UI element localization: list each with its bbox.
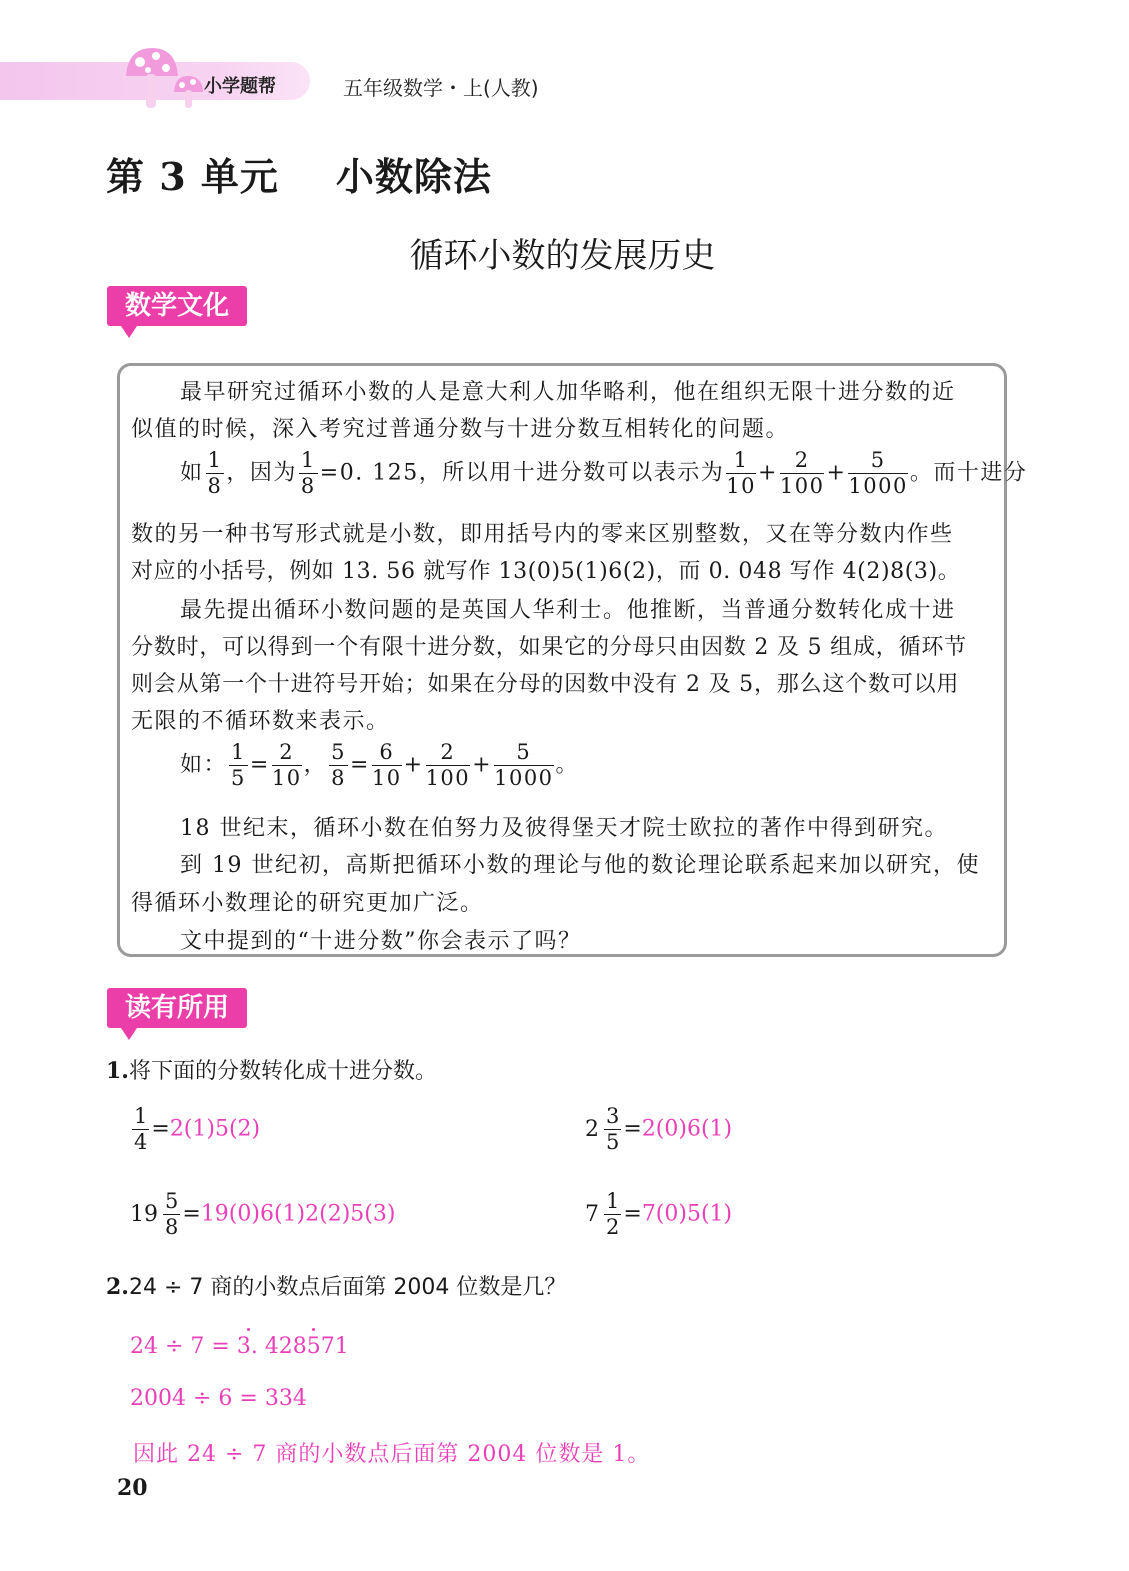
numerator: 1 <box>207 448 223 472</box>
question-1 <box>106 1054 437 1085</box>
culture-p1-line2: 似值的时候，深入考究过普通分数与十进分数互相转化的问题。 <box>131 417 790 442</box>
section-tag-application: 读有所用 <box>107 988 247 1028</box>
integer-part: 7 <box>585 1202 599 1227</box>
denominator: 10 <box>726 474 756 498</box>
numerator: 2 <box>272 742 302 766</box>
q1-item-1 <box>130 1106 260 1153</box>
equals-sign: = <box>623 1201 642 1227</box>
fraction-5-1000 <box>494 742 553 789</box>
numerator: 2 <box>426 742 471 766</box>
culture-p3-line3: 则会从第一个十进符号开始；如果在分母的因数中没有 2 及 5，那么这个数可以用 <box>131 672 960 697</box>
fraction <box>604 1191 621 1238</box>
fraction <box>132 1106 149 1153</box>
culture-p4-line <box>180 742 579 789</box>
fraction <box>163 1191 180 1238</box>
culture-p2-line1 <box>180 450 1027 497</box>
culture-p6-line1: 到 19 世纪初，高斯把循环小数的理论与他的数论理论联系起来加以研究，使 <box>180 853 980 878</box>
equals-sign: = <box>249 752 270 778</box>
denominator: 4 <box>134 1130 148 1154</box>
fraction-1-8 <box>206 450 225 497</box>
text: 。 <box>555 752 580 778</box>
question-2 <box>106 1270 566 1301</box>
numerator: 1 <box>134 1104 148 1128</box>
text: 如 <box>180 460 204 486</box>
integer-part: 2 <box>585 1117 599 1142</box>
denominator: 10 <box>271 766 302 790</box>
repeat-dot-start <box>247 1328 250 1331</box>
fraction-5-1000 <box>848 450 907 497</box>
denominator: 100 <box>425 766 471 790</box>
mushroom-icon <box>118 42 210 112</box>
fraction <box>604 1106 621 1153</box>
article-title-text: 循环小数的发展历史 <box>409 236 716 276</box>
answer: 7(0)5(1) <box>641 1201 733 1227</box>
q2-answer-line2: 2004 ÷ 6 = 334 <box>130 1386 307 1411</box>
culture-p1-line1: 最早研究过循环小数的人是意大利人加华略利，他在组织无限十进分数的近 <box>180 380 956 405</box>
answer: 19(0)6(1)2(2)5(3) <box>200 1201 396 1227</box>
culture-p2-line2: 数的另一种书写形式就是小数，即用括号内的零来区别整数，又在等分数内作些 <box>131 522 954 547</box>
denominator: 100 <box>779 474 825 498</box>
denominator: 1000 <box>848 474 908 498</box>
culture-p6-line2: 得循环小数理论的研究更加广泛。 <box>131 891 484 916</box>
fraction-2-100 <box>780 450 825 497</box>
numerator: 5 <box>494 742 553 766</box>
equals-sign: = <box>623 1116 642 1142</box>
numerator: 6 <box>372 742 402 766</box>
fraction-1-5 <box>229 742 248 789</box>
answer: 2(0)6(1) <box>641 1116 733 1142</box>
q2-answer-line1: 24 ÷ 7 = 3. 428571 <box>130 1334 349 1359</box>
numerator: 1 <box>231 740 246 764</box>
text: 。而十进分 <box>909 460 1028 486</box>
fraction-1-8 <box>299 450 318 497</box>
denominator: 8 <box>331 766 346 790</box>
culture-p2-line3: 对应的小括号，例如 13. 56 就写作 13(0)5(1)6(2)，而 0. 048 写作 4(2)8(3)。 <box>131 559 961 584</box>
section-tag-culture: 数学文化 <box>107 286 247 326</box>
question-number: 2. <box>106 1274 129 1300</box>
equals-sign: = <box>151 1116 170 1142</box>
series-label: 小学题帮 <box>204 76 276 97</box>
numerator: 1 <box>726 450 756 474</box>
text: ，因为 <box>226 460 297 486</box>
integer-part: 19 <box>130 1202 158 1227</box>
numerator: 5 <box>848 450 907 474</box>
fraction-1-10 <box>726 450 756 497</box>
culture-p3-line2: 分数时，可以得到一个有限十进分数，如果它的分母只由因数 2 及 5 组成，循环节 <box>131 635 967 660</box>
equals-sign: = <box>349 752 370 778</box>
plus-sign: + <box>472 752 493 778</box>
denominator: 5 <box>231 766 246 790</box>
numerator: 5 <box>331 740 346 764</box>
culture-p7: 文中提到的“十进分数”你会表示了吗？ <box>180 929 582 954</box>
plus-sign: + <box>826 460 847 486</box>
culture-p5: 18 世纪末，循环小数在伯努力及彼得堡天才院士欧拉的著作中得到研究。 <box>180 816 948 841</box>
article-title <box>0 228 1129 277</box>
numerator: 2 <box>780 450 825 474</box>
page-number: 20 <box>117 1475 148 1501</box>
denominator: 8 <box>300 474 316 498</box>
fraction-2-10 <box>272 742 302 789</box>
repeat-dot-end <box>312 1328 315 1331</box>
q1-item-2 <box>585 1106 732 1153</box>
question-number: 1. <box>106 1058 129 1084</box>
denominator: 8 <box>165 1215 179 1239</box>
text: =0. 125，所以用十进分数可以表示为 <box>319 460 725 486</box>
fraction-2-100 <box>426 742 471 789</box>
book-title: 五年级数学・上(人教) <box>343 76 539 100</box>
numerator: 1 <box>606 1189 620 1213</box>
unit-title: 第 3 单元 小数除法 <box>106 154 492 199</box>
answer: 2(1)5(2) <box>169 1116 261 1142</box>
text: ， <box>303 752 328 778</box>
q1-item-3 <box>130 1191 395 1238</box>
plus-sign: + <box>403 752 424 778</box>
fraction-6-10 <box>372 742 402 789</box>
denominator: 8 <box>207 474 223 498</box>
denominator: 1000 <box>494 766 554 790</box>
text: 如： <box>180 752 228 778</box>
numerator: 1 <box>300 448 316 472</box>
equals-sign: = <box>182 1201 201 1227</box>
numerator: 5 <box>165 1189 179 1213</box>
plus-sign: + <box>757 460 778 486</box>
numerator: 3 <box>606 1104 620 1128</box>
culture-p3-line4: 无限的不循环数来表示。 <box>131 709 390 734</box>
denominator: 2 <box>606 1215 620 1239</box>
fraction-5-8 <box>329 742 348 789</box>
q1-item-4 <box>585 1191 732 1238</box>
q2-answer-line3: 因此 24 ÷ 7 商的小数点后面第 2004 位数是 1。 <box>133 1442 651 1467</box>
denominator: 5 <box>606 1130 620 1154</box>
question-text: 24 ÷ 7 商的小数点后面第 2004 位数是几？ <box>128 1275 567 1300</box>
culture-p3-line1: 最先提出循环小数问题的是英国人华利士。他推断，当普通分数转化成十进 <box>180 598 956 623</box>
denominator: 10 <box>371 766 402 790</box>
question-text: 将下面的分数转化成十进分数。 <box>128 1059 437 1084</box>
